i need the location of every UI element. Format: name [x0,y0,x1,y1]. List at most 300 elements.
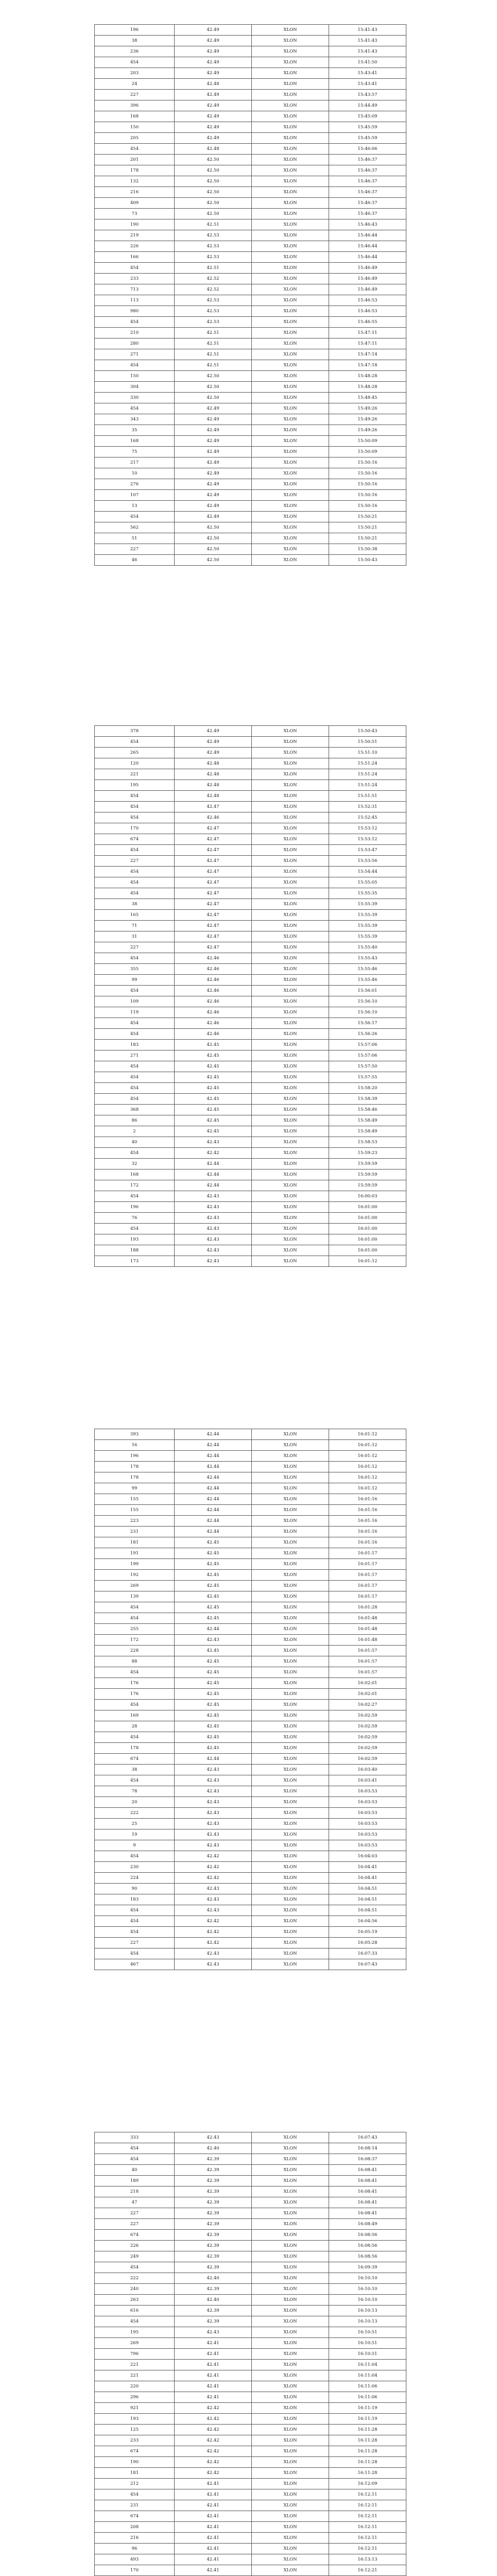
time-cell: 16:11:28 [329,2468,406,2479]
table-row [95,1559,406,1570]
volume-cell: 221 [95,2370,175,2381]
time-cell: 16:03:53 [329,1829,406,1840]
price-cell: 42.50 [175,155,252,165]
price-cell: 42.39 [175,2241,252,2251]
volume-cell: 169 [95,1710,175,1721]
venue-cell: XLON [252,2479,329,2489]
transaction-table [94,24,406,566]
table-row [95,996,406,1007]
time-cell: 15:51:24 [329,780,406,791]
table-row [95,306,406,317]
volume-cell: 454 [95,1775,175,1786]
venue-cell: XLON [252,46,329,57]
time-cell: 16:12:11 [329,2544,406,2554]
time-cell: 15:48:28 [329,382,406,393]
volume-cell: 343 [95,414,175,425]
transaction-page-4 [94,2132,406,2576]
table-row [95,382,406,393]
venue-cell: XLON [252,812,329,823]
time-cell: 16:01:12 [329,1483,406,1494]
price-cell: 42.48 [175,79,252,90]
venue-cell: XLON [252,1959,329,1970]
volume-cell: 454 [95,263,175,274]
venue-cell: XLON [252,338,329,349]
table-row [95,68,406,79]
venue-cell: XLON [252,2414,329,2425]
venue-cell: XLON [252,1094,329,1105]
price-cell: 42.44 [175,1494,252,1505]
venue-cell: XLON [252,90,329,100]
price-cell: 42.45 [175,1040,252,1050]
table-row [95,1754,406,1765]
volume-cell: 454 [95,2262,175,2273]
time-cell: 15:56:26 [329,1029,406,1040]
price-cell: 42.43 [175,2327,252,2338]
table-row [95,284,406,295]
time-cell: 16:11:06 [329,2381,406,2392]
time-cell: 15:43:57 [329,90,406,100]
venue-cell: XLON [252,371,329,382]
venue-cell: XLON [252,1007,329,1018]
venue-cell: XLON [252,1797,329,1808]
venue-cell: XLON [252,1029,329,1040]
time-cell: 15:41:43 [329,36,406,46]
table-row [95,1159,406,1170]
time-cell: 15:58:49 [329,1115,406,1126]
time-cell: 16:10:51 [329,2327,406,2338]
table-row [95,36,406,46]
volume-cell: 454 [95,2316,175,2327]
volume-cell: 88 [95,1656,175,1667]
table-row [95,1591,406,1602]
table-row [95,2306,406,2316]
price-cell: 42.43 [175,1819,252,1829]
price-cell: 42.42 [175,1148,252,1159]
volume-cell: 616 [95,2306,175,2316]
venue-cell: XLON [252,403,329,414]
price-cell: 42.43 [175,1894,252,1905]
time-cell: 16:12:11 [329,2511,406,2522]
time-cell: 15:50:51 [329,737,406,748]
venue-cell: XLON [252,219,329,230]
venue-cell: XLON [252,349,329,360]
volume-cell: 28 [95,1721,175,1732]
price-cell: 42.49 [175,403,252,414]
venue-cell: XLON [252,942,329,953]
price-cell: 42.49 [175,111,252,122]
volume-cell: 227 [95,1938,175,1948]
table-row [95,133,406,144]
table-row [95,1613,406,1624]
price-cell: 42.49 [175,512,252,522]
volume-cell: 25 [95,1819,175,1829]
time-cell: 16:08:41 [329,2208,406,2219]
venue-cell: XLON [252,144,329,155]
price-cell: 42.49 [175,100,252,111]
table-row [95,1721,406,1732]
time-cell: 15:58:53 [329,1137,406,1148]
venue-cell: XLON [252,1170,329,1180]
venue-cell: XLON [252,737,329,748]
table-row [95,1018,406,1029]
volume-cell: 562 [95,522,175,533]
time-cell: 16:01:48 [329,1635,406,1646]
volume-cell: 454 [95,1602,175,1613]
table-row [95,165,406,176]
table-row [95,1224,406,1234]
time-cell: 15:50:21 [329,533,406,544]
table-row [95,1775,406,1786]
price-cell: 42.47 [175,942,252,953]
table-row [95,942,406,953]
table-row [95,371,406,382]
price-cell: 42.39 [175,2154,252,2165]
price-cell: 42.48 [175,791,252,802]
table-row [95,1656,406,1667]
volume-cell: 454 [95,1094,175,1105]
time-cell: 15:45:59 [329,122,406,133]
price-cell: 42.45 [175,1613,252,1624]
price-cell: 42.45 [175,1743,252,1754]
volume-cell: 155 [95,1505,175,1516]
time-cell: 16:01:17 [329,1548,406,1559]
price-cell: 42.45 [175,1050,252,1061]
venue-cell: XLON [252,1646,329,1656]
price-cell: 42.39 [175,2251,252,2262]
volume-cell: 454 [95,2154,175,2165]
price-cell: 42.42 [175,1916,252,1927]
venue-cell: XLON [252,1537,329,1548]
venue-cell: XLON [252,2327,329,2338]
venue-cell: XLON [252,382,329,393]
table-row [95,1083,406,1094]
volume-cell: 178 [95,1462,175,1472]
volume-cell: 276 [95,479,175,490]
venue-cell: XLON [252,1191,329,1202]
price-cell: 42.47 [175,802,252,812]
venue-cell: XLON [252,479,329,490]
volume-cell: 109 [95,996,175,1007]
volume-cell: 38 [95,36,175,46]
price-cell: 42.45 [175,1646,252,1656]
volume-cell: 193 [95,1234,175,1245]
table-row [95,986,406,996]
table-row [95,1537,406,1548]
table-row [95,1786,406,1797]
time-cell: 15:41:43 [329,25,406,36]
price-cell: 42.41 [175,2544,252,2554]
venue-cell: XLON [252,2143,329,2154]
venue-cell: XLON [252,2446,329,2457]
price-cell: 42.43 [175,1234,252,1245]
volume-cell: 223 [95,1516,175,1527]
table-row [95,802,406,812]
time-cell: 15:59:59 [329,1159,406,1170]
price-cell: 42.47 [175,877,252,888]
table-row [95,780,406,791]
price-cell: 42.43 [175,1191,252,1202]
table-row [95,144,406,155]
venue-cell: XLON [252,1040,329,1050]
venue-cell: XLON [252,2306,329,2316]
time-cell: 15:46:44 [329,230,406,241]
volume-cell: 155 [95,1494,175,1505]
volume-cell: 205 [95,133,175,144]
volume-cell: 20 [95,1797,175,1808]
table-row [95,111,406,122]
venue-cell: XLON [252,155,329,165]
price-cell: 42.41 [175,2338,252,2349]
table-row [95,1916,406,1927]
venue-cell: XLON [252,823,329,834]
venue-cell: XLON [252,447,329,457]
volume-cell: 226 [95,2241,175,2251]
venue-cell: XLON [252,1570,329,1581]
price-cell: 42.43 [175,1765,252,1775]
venue-cell: XLON [252,2273,329,2284]
venue-cell: XLON [252,2468,329,2479]
venue-cell: XLON [252,176,329,187]
venue-cell: XLON [252,1613,329,1624]
time-cell: 16:10:10 [329,2295,406,2306]
price-cell: 42.53 [175,230,252,241]
time-cell: 15:55:46 [329,975,406,986]
table-row [95,2262,406,2273]
price-cell: 42.45 [175,1094,252,1105]
price-cell: 42.41 [175,2533,252,2544]
volume-cell: 113 [95,295,175,306]
volume-cell: 378 [95,726,175,737]
volume-cell: 454 [95,1613,175,1624]
time-cell: 15:50:16 [329,501,406,512]
table-row [95,1689,406,1700]
venue-cell: XLON [252,1602,329,1613]
volume-cell: 47 [95,2197,175,2208]
venue-cell: XLON [252,1656,329,1667]
venue-cell: XLON [252,1678,329,1689]
time-cell: 15:44:49 [329,100,406,111]
volume-cell: 240 [95,2284,175,2295]
table-row [95,1808,406,1819]
price-cell: 42.48 [175,769,252,780]
venue-cell: XLON [252,1829,329,1840]
volume-cell: 193 [95,2414,175,2425]
time-cell: 16:01:17 [329,1591,406,1602]
table-row [95,263,406,274]
volume-cell: 674 [95,834,175,845]
price-cell: 42.49 [175,36,252,46]
time-cell: 16:08:56 [329,2251,406,2262]
price-cell: 42.39 [175,2219,252,2230]
volume-cell: 921 [95,2403,175,2414]
venue-cell: XLON [252,1072,329,1083]
venue-cell: XLON [252,2219,329,2230]
venue-cell: XLON [252,2403,329,2414]
time-cell: 16:01:17 [329,1570,406,1581]
table-row [95,823,406,834]
volume-cell: 269 [95,2338,175,2349]
volume-cell: 203 [95,68,175,79]
venue-cell: XLON [252,1754,329,1765]
time-cell: 15:46:55 [329,317,406,328]
venue-cell: XLON [252,68,329,79]
time-cell: 15:46:49 [329,274,406,284]
venue-cell: XLON [252,845,329,856]
venue-cell: XLON [252,1743,329,1754]
volume-cell: 220 [95,2381,175,2392]
time-cell: 16:01:00 [329,1202,406,1213]
price-cell: 42.43 [175,1884,252,1894]
venue-cell: XLON [252,1472,329,1483]
table-row [95,2241,406,2251]
price-cell: 42.51 [175,263,252,274]
time-cell: 16:11:28 [329,2425,406,2435]
venue-cell: XLON [252,2338,329,2349]
volume-cell: 454 [95,2143,175,2154]
volume-cell: 195 [95,780,175,791]
venue-cell: XLON [252,263,329,274]
venue-cell: XLON [252,1548,329,1559]
time-cell: 15:56:10 [329,996,406,1007]
price-cell: 42.48 [175,144,252,155]
table-row [95,209,406,219]
time-cell: 16:03:53 [329,1808,406,1819]
price-cell: 42.44 [175,1462,252,1472]
price-cell: 42.44 [175,1624,252,1635]
venue-cell: XLON [252,2208,329,2219]
time-cell: 15:46:37 [329,176,406,187]
time-cell: 16:01:00 [329,1245,406,1256]
time-cell: 16:11:28 [329,2435,406,2446]
table-row [95,79,406,90]
volume-cell: 454 [95,986,175,996]
time-cell: 16:02:01 [329,1689,406,1700]
price-cell: 42.47 [175,845,252,856]
price-cell: 42.39 [175,2284,252,2295]
price-cell: 42.41 [175,2349,252,2360]
volume-cell: 166 [95,252,175,263]
price-cell: 42.41 [175,2511,252,2522]
table-row [95,2208,406,2219]
volume-cell: 216 [95,2533,175,2544]
venue-cell: XLON [252,791,329,802]
time-cell: 16:03:53 [329,1840,406,1851]
table-row [95,953,406,964]
price-cell: 42.41 [175,2554,252,2565]
price-cell: 42.43 [175,1224,252,1234]
venue-cell: XLON [252,2187,329,2197]
venue-cell: XLON [252,1873,329,1884]
volume-cell: 980 [95,306,175,317]
volume-cell: 454 [95,867,175,877]
venue-cell: XLON [252,79,329,90]
volume-cell: 227 [95,2208,175,2219]
time-cell: 16:01:57 [329,1667,406,1678]
venue-cell: XLON [252,2522,329,2533]
volume-cell: 9 [95,1840,175,1851]
table-row [95,512,406,522]
volume-cell: 119 [95,1007,175,1018]
table-row [95,1007,406,1018]
table-row [95,748,406,758]
volume-cell: 454 [95,877,175,888]
transaction-page-1 [94,24,406,566]
price-cell: 42.43 [175,2132,252,2143]
time-cell: 16:01:48 [329,1613,406,1624]
volume-cell: 32 [95,1159,175,1170]
time-cell: 15:56:01 [329,986,406,996]
volume-cell: 40 [95,1137,175,1148]
time-cell: 15:55:39 [329,899,406,910]
price-cell: 42.50 [175,198,252,209]
volume-cell: 120 [95,758,175,769]
venue-cell: XLON [252,1516,329,1527]
price-cell: 42.47 [175,931,252,942]
table-row [95,1061,406,1072]
price-cell: 42.43 [175,1808,252,1819]
table-row [95,457,406,468]
price-cell: 42.39 [175,2306,252,2316]
volume-cell: 178 [95,165,175,176]
venue-cell: XLON [252,284,329,295]
venue-cell: XLON [252,856,329,867]
price-cell: 42.49 [175,57,252,68]
volume-cell: 674 [95,2446,175,2457]
price-cell: 42.45 [175,1602,252,1613]
venue-cell: XLON [252,100,329,111]
time-cell: 16:02:59 [329,1710,406,1721]
table-row [95,1483,406,1494]
price-cell: 42.42 [175,2468,252,2479]
time-cell: 16:01:17 [329,1559,406,1570]
table-row [95,2132,406,2143]
venue-cell: XLON [252,1786,329,1797]
table-row [95,812,406,823]
price-cell: 42.51 [175,360,252,371]
table-row [95,274,406,284]
time-cell: 15:55:39 [329,910,406,921]
price-cell: 42.45 [175,1559,252,1570]
price-cell: 42.45 [175,1570,252,1581]
table-row [95,1462,406,1472]
table-row [95,2554,406,2565]
time-cell: 15:59:23 [329,1148,406,1159]
venue-cell: XLON [252,1884,329,1894]
transaction-page-3 [94,1429,406,1970]
table-row [95,187,406,198]
time-cell: 16:04:51 [329,1905,406,1916]
venue-cell: XLON [252,2262,329,2273]
venue-cell: XLON [252,1894,329,1905]
volume-cell: 227 [95,942,175,953]
time-cell: 16:04:51 [329,1894,406,1905]
table-row [95,349,406,360]
volume-cell: 16 [95,1440,175,1451]
price-cell: 42.47 [175,921,252,931]
venue-cell: XLON [252,1137,329,1148]
venue-cell: XLON [252,393,329,403]
table-row [95,2370,406,2381]
volume-cell: 40 [95,2165,175,2176]
volume-cell: 170 [95,2565,175,2576]
volume-cell: 176 [95,1689,175,1700]
volume-cell: 86 [95,1115,175,1126]
table-row [95,1494,406,1505]
time-cell: 15:50:43 [329,726,406,737]
venue-cell: XLON [252,2132,329,2143]
venue-cell: XLON [252,1234,329,1245]
table-row [95,501,406,512]
